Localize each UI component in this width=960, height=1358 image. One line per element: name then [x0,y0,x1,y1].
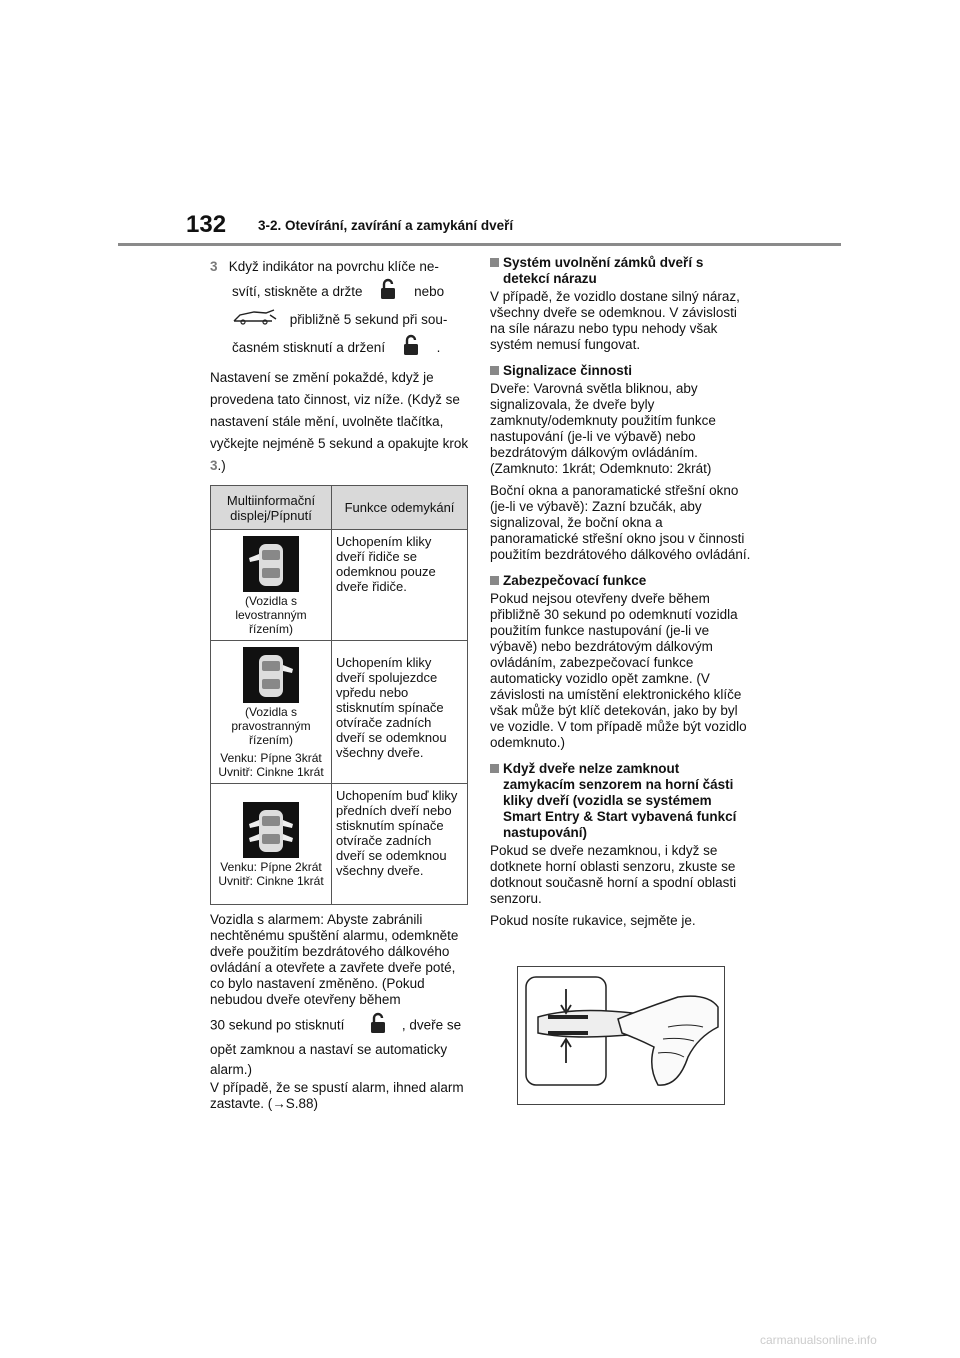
table-caption: (Vozidla s levostranným řízením) [235,594,307,636]
table-header: Funkce odemykání [332,486,468,530]
heading-bullet-icon [490,576,499,585]
alarm-paragraph: Vozidla s alarmem: Abyste zabránili nechtěnému spuštění alarmu, odemkněte dveře použitím bezdrátového dálkového ovládání a otevřete a zavřete dveře poté, co bylo nastavení změněno. (Pokud nebudou dveře otevřeny během [210,912,459,1007]
unlock-button-icon [380,278,396,307]
section-text: Boční okna a panoramatické střešní okno (je-li ve výbavě): Zazní bzučák, aby signalizoval, že boční okna a panoramatické střešní okno jsou v činnosti použitím bezdrátového dálkového ovládání. [490,483,751,562]
car-all-doors-icon [243,802,299,858]
heading-bullet-icon [490,258,499,267]
door-handle-illustration [517,966,725,1105]
table-cell [211,641,332,784]
table-caption: Venku: Pípne 3krát Uvnitř: Cinkne 1krát [218,751,324,779]
step-text: Když indikátor na povrchu klíče ne- [228,259,439,274]
table-cell: Uchopením kliky dveří spolujezdce vpředu nebo stisknutím spínače otvírače zadních dveří se odemknou všechny dveře. [332,641,468,784]
step-text: nebo [414,284,445,300]
right-column [490,255,752,935]
step-text: . [436,340,441,356]
paragraph-text: Nastavení se změní pokaždé, když je provedena tato činnost, viz níže. (Když se nastavení stále mění, uvolněte tlačítka, vyčkejte nejméně 5 sekund a opakujte krok [210,370,469,451]
section-text: Dveře: Varovná světla bliknou, aby signalizovala, že dveře byly zamknuty/odemknuty použitím funkce nastupování (je-li ve výbavě) nebo bezdrátovým dálkovým ovládáním. [490,381,716,460]
table-header: Multiinformační displej/Pípnutí [211,486,332,530]
section-heading [490,573,752,589]
header-rule [118,243,841,246]
section-text: Pokud se dveře nezamknou, i když se dotknete horní oblasti senzoru, zkuste se dotknout současně horní a spodní oblasti senzoru. [490,843,737,906]
step-number: 3 [210,259,218,274]
unlock-button-icon [370,1012,386,1040]
section-heading [490,255,752,287]
section-heading [490,761,752,841]
heading-bullet-icon [490,366,499,375]
chapter-title: 3-2. Otevírání, zavírání a zamykání dveří [258,218,514,233]
hand-on-handle-icon [518,967,724,1104]
unlock-button-icon [403,334,419,363]
watermark: carmanualsonline.info [760,1333,877,1347]
car-driver-door-icon [243,536,299,592]
heading-text: Když dveře nelze zamknout zamykacím senzorem na horní části kliky dveří (vozidla se systémem Smart Entry & Start vybavená funkcí nastupování) [503,761,737,840]
step-text: přibližně 5 sekund při sou- [289,312,448,328]
step-text: svítí, stiskněte a držte [232,284,363,300]
heading-text: Systém uvolnění zámků dveří s detekcí nárazu [503,255,704,286]
table-caption: (Vozidla s pravostranným řízením) [231,705,311,747]
heading-text: Zabezpečovací funkce [503,573,647,588]
car-passenger-door-icon [243,647,299,703]
page-number: 132 [186,211,227,238]
heading-text: Signalizace činnosti [503,363,633,378]
unlock-function-table [210,485,468,905]
table-cell [211,784,332,905]
step-line [210,307,470,334]
settings-paragraph [210,367,470,477]
step-line [210,278,470,307]
table-cell: Uchopením kliky dveří řidiče se odemknou pouze dveře řidiče. [332,530,468,641]
section-text: (Zamknuto: 1krát; Odemknuto: 2krát) [490,461,712,476]
section-heading [490,363,752,379]
section-text: V případě, že vozidlo dostane silný náraz, všechny dveře se odemknou. V závislosti na síle nárazu nebo typu nehody však systém nemusí fungovat. [490,289,740,352]
left-column [210,255,470,1118]
paragraph-text: , dveře se opět zamknou a nastaví se automaticky alarm.) [210,1017,462,1077]
heading-bullet-icon [490,764,499,773]
paragraph-text: .) [217,458,226,473]
paragraph-text: 30 sekund po stisknutí [210,1017,345,1033]
table-cell: Uchopením buď kliky předních dveří nebo stisknutím spínače otvírače zadních dveří se odemknou všechny dveře. [332,784,468,905]
step-reference: 3 [210,458,218,473]
section-text: Pokud nejsou otevřeny dveře během přibližně 30 sekund po odemknutí vozidla použitím funkce nastupování (je-li ve výbavě) nebo bezdrátovým dálkovým ovládáním, zabezpečovací funkce automaticky vozidlo opět zamkne. (V závislosti na umístění elektronického klíče však může být klíč detekován, jako by byl ve vozidle. V tom případě může být vozidlo odemknuto.) [490,591,747,750]
alarm-stop-paragraph: V případě, že se spustí alarm, ihned alarm zastavte. (→S.88) [210,1080,464,1111]
section-text: Pokud nosíte rukavice, sejměte je. [490,913,696,928]
table-caption: Venku: Pípne 2krát Uvnitř: Cinkne 1krát [218,860,324,888]
alarm-line [210,1012,470,1080]
back-door-button-icon [232,307,278,334]
step-3 [210,255,470,278]
step-text: časném stisknutí a držení [232,340,386,356]
table-cell [211,530,332,641]
step-line [210,334,470,363]
